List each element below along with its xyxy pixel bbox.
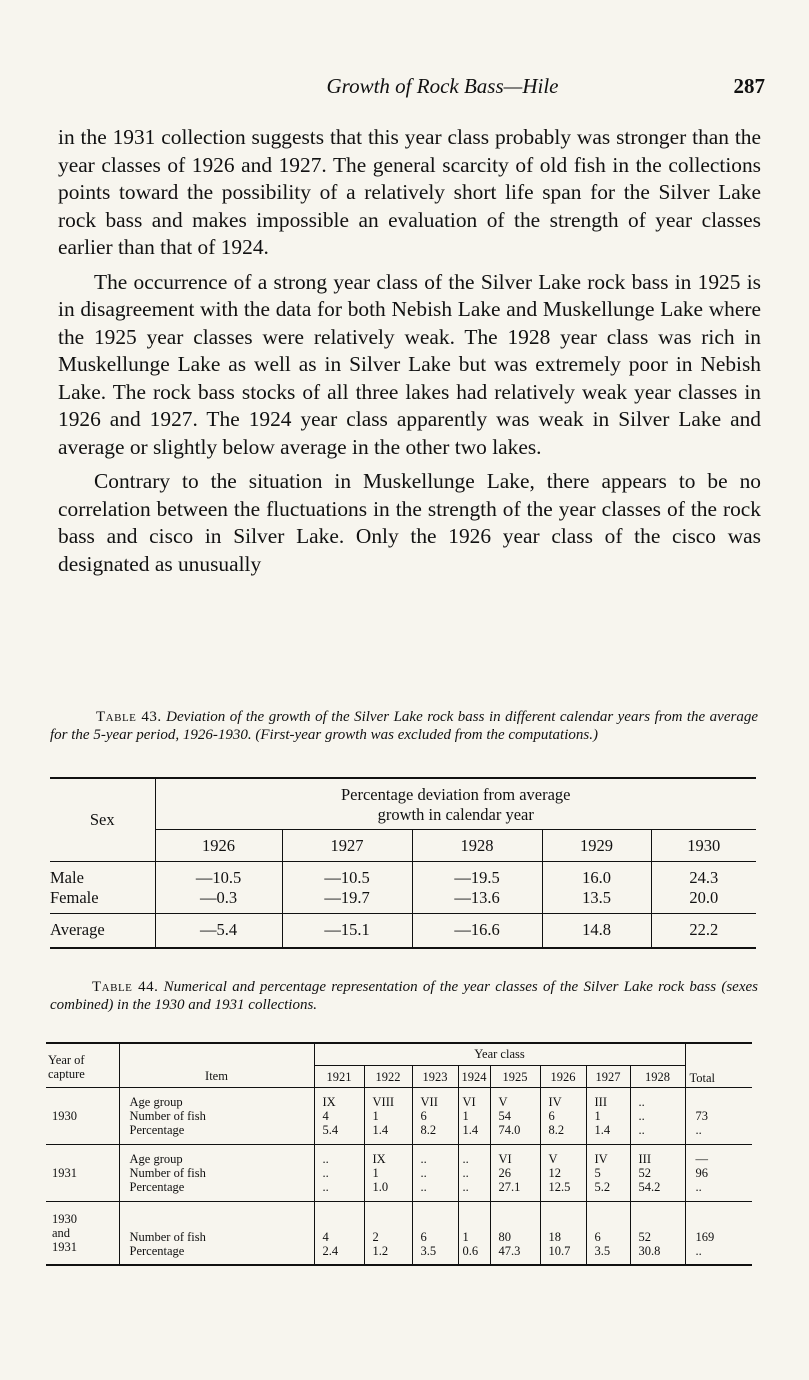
table-cell-value: 1.0: [372, 1180, 389, 1194]
table-row-1931: [46, 1145, 752, 1202]
items-combined: [119, 1202, 314, 1266]
paragraph-3: Contrary to the situation in Muskellunge Lake, there appears to be no correlation between the fluctuations in the strength of the year classes of the rock bass and cisco in Silver Lake. Only the 1926 year class of the cisco was designated as unusually: [58, 469, 761, 576]
table-cell-value: III: [638, 1152, 651, 1166]
year-of-capture-line-2: capture: [48, 1067, 85, 1081]
cell-1931-1926: [540, 1145, 586, 1202]
cell-1930-1926: [540, 1088, 586, 1145]
deviation-header-line-2: growth in calendar year: [377, 805, 534, 824]
table-cell-value: ..: [462, 1166, 469, 1180]
item-percentage: Percentage: [129, 1244, 185, 1258]
table-cell-value: ..: [462, 1152, 469, 1166]
table-cell-value: VI: [498, 1152, 512, 1166]
average-1926: —5.4: [155, 914, 282, 948]
table-cell-value: ..: [695, 1180, 702, 1194]
table-cell-value: 30.8: [638, 1244, 661, 1258]
running-title: Growth of Rock Bass—Hile: [326, 74, 559, 98]
class-1927-header: 1927: [586, 1066, 630, 1088]
item-number-of-fish: Number of fish: [129, 1230, 206, 1244]
table-cell-value: 2: [372, 1230, 379, 1244]
table-cell-value: 1: [372, 1109, 379, 1123]
male-1929: 16.0: [582, 867, 611, 887]
cell-combined-1923: [412, 1202, 458, 1266]
cell-1931-1921: [314, 1145, 364, 1202]
female-1929: 13.5: [582, 887, 611, 907]
table-cell-value: ..: [322, 1166, 329, 1180]
table-cell-value: VIII: [372, 1095, 395, 1109]
table-cell-value: ..: [695, 1244, 702, 1258]
year-of-capture-line-1: Year of: [48, 1053, 85, 1067]
table-cell-value: 1: [372, 1166, 379, 1180]
total-header: Total: [685, 1043, 752, 1088]
combined-year-1930: 1930: [52, 1212, 77, 1226]
cell-1928: [412, 862, 542, 914]
cell-1931-1925: [490, 1145, 540, 1202]
table-cell-value: 6: [420, 1230, 427, 1244]
male-1930: 24.3: [689, 867, 719, 887]
table-44: [46, 1042, 752, 1266]
table-cell-value: 10.7: [548, 1244, 571, 1258]
female-1927: —19.7: [324, 887, 370, 907]
table-cell-value: 1: [462, 1109, 469, 1123]
male-1928: —19.5: [454, 867, 500, 887]
item-percentage: Percentage: [129, 1123, 185, 1137]
table-44-label: Table 44.: [92, 979, 159, 995]
cell-1930-1927: [586, 1088, 630, 1145]
table-cell-value: 1: [594, 1109, 601, 1123]
table-44-caption: [50, 978, 758, 1014]
class-1924-header: 1924: [458, 1066, 490, 1088]
item-age-group: Age group: [129, 1095, 183, 1109]
body-text: [58, 124, 761, 585]
row-label-male: Male: [50, 867, 84, 887]
combined-year-1931: 1931: [52, 1240, 77, 1254]
class-1921-header: 1921: [314, 1066, 364, 1088]
cell-1930-1928: [630, 1088, 685, 1145]
table-cell-value: 1.4: [372, 1123, 389, 1137]
cell-combined-1925: [490, 1202, 540, 1266]
table-cell-value: 5.2: [594, 1180, 611, 1194]
table-cell-value: 3.5: [420, 1244, 437, 1258]
table-cell-value: IV: [594, 1152, 608, 1166]
item-age-group: Age group: [129, 1152, 183, 1166]
male-1926: —10.5: [195, 867, 242, 887]
male-1927: —10.5: [324, 867, 370, 887]
table-cell-value: 2.4: [322, 1244, 339, 1258]
table-cell-value: 1.4: [462, 1123, 479, 1137]
table-cell-value: [696, 1095, 751, 1109]
running-head: [60, 74, 765, 104]
cell-1929: [542, 862, 651, 914]
table-cell-value: 80: [498, 1230, 511, 1244]
table-cell-value: 52: [638, 1166, 651, 1180]
total-1930: [685, 1088, 752, 1145]
table-cell-value: —: [695, 1152, 708, 1166]
cell-1930-1923: [412, 1088, 458, 1145]
table-cell-value: ..: [638, 1123, 645, 1137]
table-cell-value: VII: [420, 1095, 438, 1109]
class-1925-header: 1925: [490, 1066, 540, 1088]
sex-labels: [50, 862, 155, 914]
cell-combined-1924: [458, 1202, 490, 1266]
table-cell-value: 12.5: [548, 1180, 571, 1194]
table-cell-value: 8.2: [548, 1123, 565, 1137]
table-cell-value: 3.5: [594, 1244, 611, 1258]
table-43-label: Table 43.: [96, 709, 162, 725]
cell-combined-1927: [586, 1202, 630, 1266]
female-1926: —0.3: [199, 887, 238, 907]
table-cell-value: 6: [420, 1109, 427, 1123]
table-cell-value: 47.3: [498, 1244, 521, 1258]
table-cell-value: 6: [594, 1230, 601, 1244]
table-cell-value: V: [498, 1095, 508, 1109]
cell-1931-1922: [364, 1145, 412, 1202]
table-cell-value: 0.6: [462, 1244, 479, 1258]
items-1930: [119, 1088, 314, 1145]
table-cell-value: ..: [420, 1166, 427, 1180]
cell-1926: [155, 862, 282, 914]
table-cell-value: 27.1: [498, 1180, 521, 1194]
year-1926-header: 1926: [155, 830, 282, 862]
table-cell-value: 8.2: [420, 1123, 437, 1137]
table-cell-value: ..: [695, 1123, 702, 1137]
average-1927: —15.1: [282, 914, 412, 948]
cell-1931-1923: [412, 1145, 458, 1202]
class-1923-header: 1923: [412, 1066, 458, 1088]
cell-combined-1928: [630, 1202, 685, 1266]
class-1922-header: 1922: [364, 1066, 412, 1088]
table-cell-value: ..: [638, 1109, 645, 1123]
cell-1930-1921: [314, 1088, 364, 1145]
cell-1927: [282, 862, 412, 914]
table-cell-value: 5.4: [322, 1123, 339, 1137]
table-cell-value: 1.4: [594, 1123, 611, 1137]
table-cell-value: 52: [638, 1230, 651, 1244]
item-percentage: Percentage: [129, 1180, 185, 1194]
cell-1930-1925: [490, 1088, 540, 1145]
average-1928: —16.6: [412, 914, 542, 948]
cell-1931-1928: [630, 1145, 685, 1202]
table-cell-value: 12: [548, 1166, 561, 1180]
cell-1931-1924: [458, 1145, 490, 1202]
table-cell-value: 6: [548, 1109, 555, 1123]
table-cell-value: 18: [548, 1230, 561, 1244]
total-1931: [685, 1145, 752, 1202]
deviation-header: [155, 778, 756, 830]
table-cell-value: 1: [462, 1230, 469, 1244]
table-cell-value: ..: [420, 1180, 427, 1194]
table-cell-value: 54.2: [638, 1180, 661, 1194]
item-number-of-fish: Number of fish: [129, 1109, 206, 1123]
table-cell-value: ..: [462, 1180, 469, 1194]
average-1930: 22.2: [651, 914, 756, 948]
table-cell-value: 54: [498, 1109, 511, 1123]
table-cell-value: 1.2: [372, 1244, 389, 1258]
cell-combined-1922: [364, 1202, 412, 1266]
table-44-caption-text: Numerical and percentage representation of the year classes of the Silver Lake rock bass (sexes combined) in the 1930 and 1931 collections.: [50, 979, 758, 1013]
table-cell-value: ..: [322, 1152, 329, 1166]
table-43-caption-text: Deviation of the growth of the Silver Lake rock bass in different calendar years from the average for the 5-year period, 1926-1930. (First-year growth was excluded from the computations.): [50, 709, 758, 743]
table-row-combined: [46, 1202, 752, 1266]
capture-year-1930: 1930: [52, 1109, 77, 1123]
table-cell-value: III: [594, 1095, 607, 1109]
year-1927-header: 1927: [282, 830, 412, 862]
table-cell-value: IX: [372, 1152, 386, 1166]
table-cell-value: ..: [420, 1152, 427, 1166]
table-cell-value: VI: [462, 1095, 476, 1109]
item-header: Item: [119, 1043, 314, 1088]
sex-header: Sex: [89, 810, 115, 829]
class-1928-header: 1928: [630, 1066, 685, 1088]
row-label-female: Female: [50, 887, 99, 907]
paragraph-1: in the 1931 collection suggests that this year class probably was stronger than the year classes of 1926 and 1927. The general scarcity of old fish in the collections points toward the possibility of a relatively short life span for the Silver Lake rock bass and makes impossible an evaluation of the strength of year classes earlier than that of 1924.: [58, 125, 761, 259]
year-1928-header: 1928: [412, 830, 542, 862]
table-cell-value: IX: [322, 1095, 336, 1109]
cell-1931-1927: [586, 1145, 630, 1202]
items-1931: [119, 1145, 314, 1202]
total-combined: [685, 1202, 752, 1266]
row-label-average: Average: [50, 920, 105, 940]
table-cell-value: 73: [695, 1109, 708, 1123]
table-cell-value: 169: [695, 1230, 715, 1244]
deviation-header-line-1: Percentage deviation from average: [340, 785, 571, 804]
item-number-of-fish: Number of fish: [129, 1166, 206, 1180]
cell-combined-1921: [314, 1202, 364, 1266]
combined-and: and: [52, 1226, 71, 1240]
table-cell-value: 5: [594, 1166, 601, 1180]
table-cell-value: 74.0: [498, 1123, 521, 1137]
year-of-capture-header: [46, 1043, 119, 1088]
table-cell-value: V: [548, 1152, 558, 1166]
cell-1930: [651, 862, 756, 914]
capture-year-combined: [46, 1202, 119, 1266]
table-cell-value: 4: [322, 1230, 329, 1244]
year-1930-header: 1930: [651, 830, 756, 862]
paragraph-2: The occurrence of a strong year class of the Silver Lake rock bass in 1925 is in disagreement with the data for both Nebish Lake and Muskellunge Lake where the 1925 year classes were relatively weak. The 1928 year class was rich in Muskellunge Lake as well as in Silver Lake but was extremely poor in Nebish Lake. The rock bass stocks of all three lakes had relatively weak year classes in 1926 and 1927. The 1924 year class apparently was weak in Silver Lake and average or slightly below average in the other two lakes.: [58, 269, 761, 459]
table-43: [50, 777, 756, 949]
table-cell-value: IV: [548, 1095, 562, 1109]
cell-1930-1924: [458, 1088, 490, 1145]
cell-1930-1922: [364, 1088, 412, 1145]
class-1926-header: 1926: [540, 1066, 586, 1088]
female-1930: 20.0: [689, 887, 719, 907]
average-1929: 14.8: [542, 914, 651, 948]
table-43-caption: [50, 708, 758, 744]
table-cell-value: ..: [322, 1180, 329, 1194]
year-1929-header: 1929: [542, 830, 651, 862]
year-class-header: Year class: [314, 1043, 685, 1066]
female-1928: —13.6: [454, 887, 500, 907]
page-number: 287: [733, 74, 765, 98]
table-row-1930: [46, 1088, 752, 1145]
table-cell-value: 4: [322, 1109, 329, 1123]
cell-combined-1926: [540, 1202, 586, 1266]
capture-year-1931: 1931: [52, 1166, 77, 1180]
table-cell-value: 26: [498, 1166, 511, 1180]
table-cell-value: 96: [695, 1166, 708, 1180]
table-cell-value: ..: [638, 1095, 645, 1109]
